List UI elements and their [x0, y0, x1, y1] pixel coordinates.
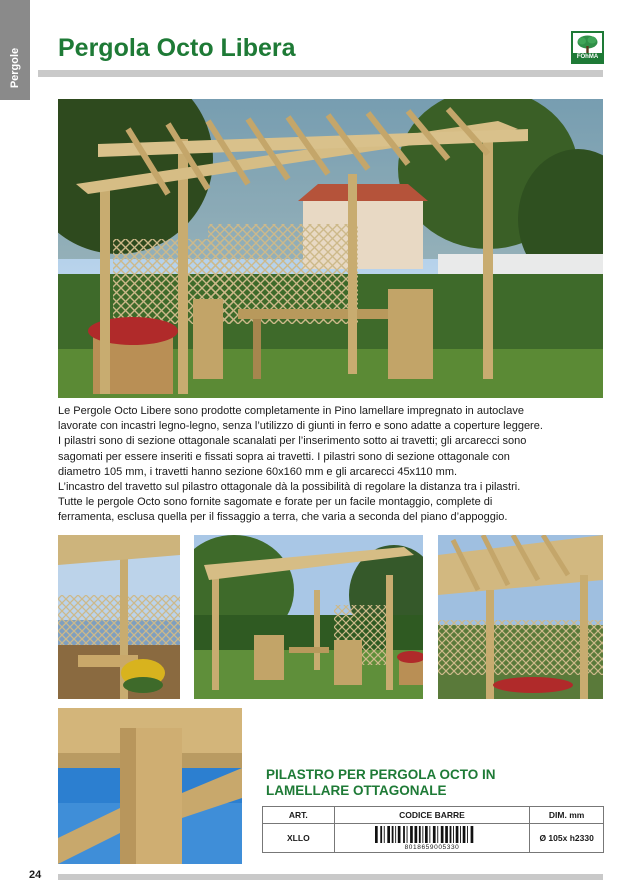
description-line: L’incastro del travetto sul pilastro ottagonale dà la possibilità di regolare la distanza tra i pilastri. — [58, 481, 521, 494]
page-number: 24 — [29, 869, 42, 881]
table-row — [263, 824, 604, 853]
cell-barcode — [334, 824, 530, 853]
gallery-photo — [58, 535, 180, 699]
title-divider — [38, 70, 603, 77]
description-line: diametro 105 mm, i travetti hanno sezione 60x160 mm e gli arcarecci 45x110 mm. — [58, 465, 458, 478]
section-tab-label: Pergole — [9, 47, 21, 89]
product-title-line: LAMELLARE OTTAGONALE — [266, 783, 447, 798]
gallery-photo — [438, 535, 603, 699]
description-line: I pilastri sono di sezione ottagonale scanalati per l’inserimento sotto ai travetti; gli arcarecci sono — [58, 435, 527, 448]
table-header-art: ART. — [263, 807, 335, 824]
table-header-row — [263, 807, 604, 824]
description-line: ferramenta, esclusa quella per il fissaggio a terra, che varia a seconda del piano d’appoggio. — [58, 511, 508, 524]
page-title: Pergola Octo Libera — [58, 34, 296, 62]
description-line: Le Pergole Octo Libere sono prodotte completamente in Pino lamellare impregnato in autoclave — [58, 405, 524, 417]
barcode-number: 8018659005330 — [404, 843, 460, 851]
main-photo — [58, 99, 603, 398]
footer-divider — [58, 874, 603, 880]
cell-dim: Ø 105x h2330 — [530, 824, 604, 853]
barcode-icon — [373, 826, 491, 843]
logo-text: FOhMA — [573, 53, 602, 62]
description-line: Tutte le pergole Octo sono fornite sagomate e forate per un facile montaggio, complete di — [58, 496, 493, 509]
description-line: sagomati per essere inseriti e fissati sopra ai travetti. I pilastri sono di sezione ottagonale con — [58, 450, 510, 463]
product-title-line: PILASTRO PER PERGOLA OCTO IN — [266, 767, 496, 782]
product-table — [262, 806, 604, 853]
tree-icon — [576, 35, 599, 53]
cell-art: XLLO — [263, 824, 335, 853]
section-tab — [0, 0, 30, 100]
description-line: lavorate con incastri legno-legno, senza l’utilizzo di giunti in ferro e sono adatte a coperture leggere. — [58, 420, 543, 433]
table-header-dim: DIM. mm — [530, 807, 604, 824]
product-title — [266, 767, 606, 799]
detail-photo — [58, 708, 242, 864]
brand-logo — [571, 31, 604, 64]
gallery-photo — [194, 535, 423, 699]
description — [58, 404, 608, 526]
table-header-barcode: CODICE BARRE — [334, 807, 530, 824]
